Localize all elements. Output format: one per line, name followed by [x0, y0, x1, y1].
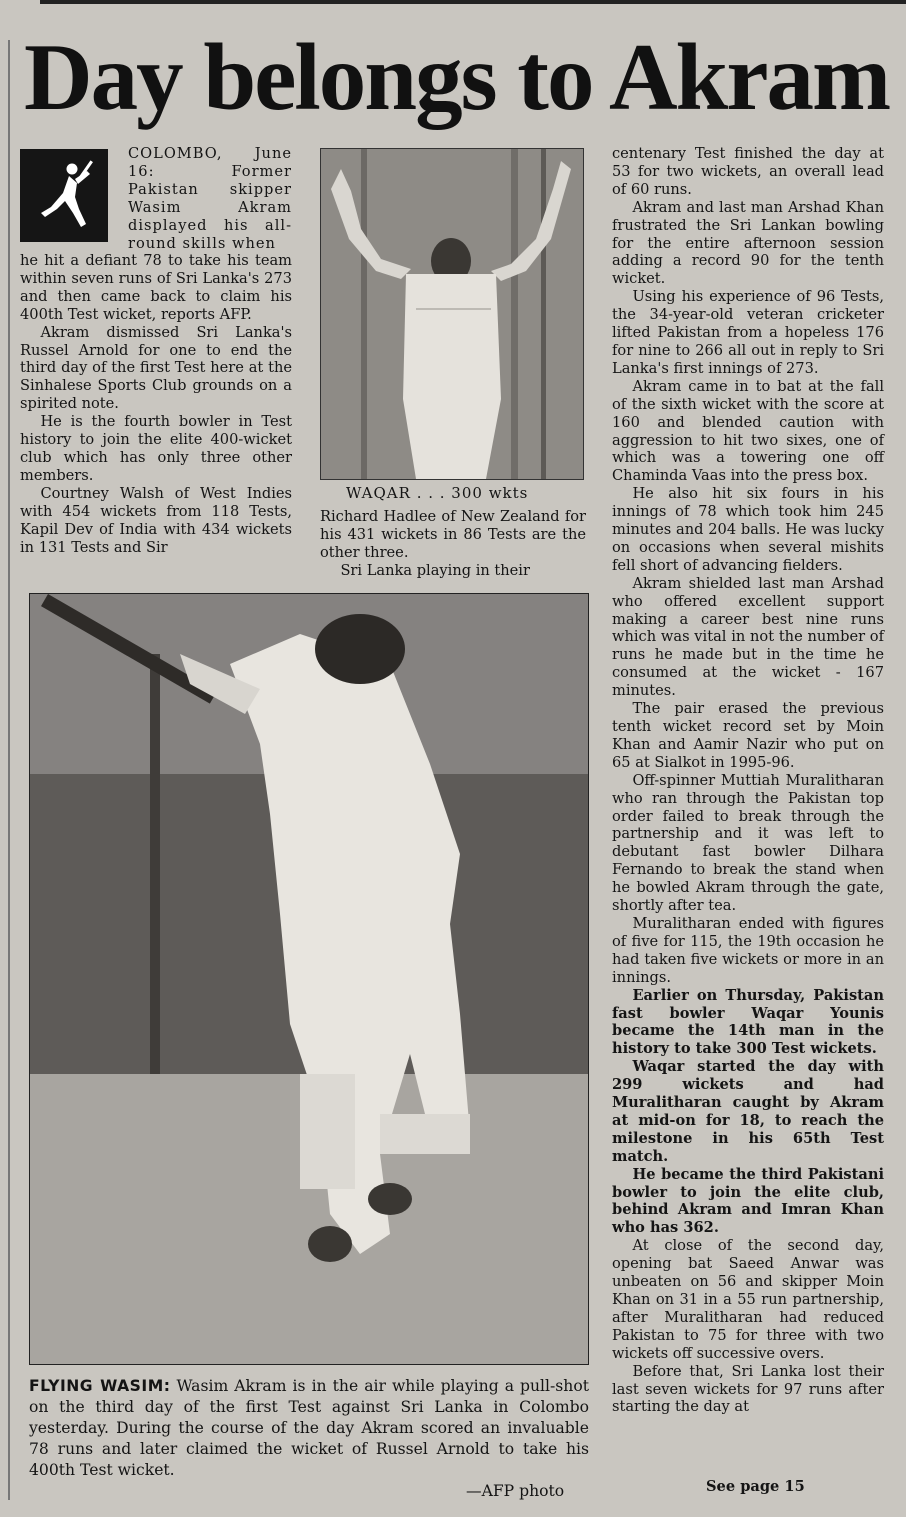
- paragraph: Waqar started the day with 299 wickets and had Muralitharan caught by Akram at mid-on for 18, to reach the milestone in his 65th Test match.: [612, 1058, 884, 1165]
- column-3: [612, 145, 884, 1416]
- photo-credit: —AFP photo: [466, 1482, 565, 1500]
- paragraph: Using his experience of 96 Tests, the 34-year-old veteran cricketer lifted Pakistan from a hopeless 176 for nine to 266 all out in reply to Sri Lanka's first innings of 273.: [612, 288, 884, 377]
- column-1-bottom: [20, 252, 292, 556]
- paragraph: he hit a defiant 78 to take his team within seven runs of Sri Lanka's 273 and then came back to claim his 400th Test wicket, reports AFP.: [20, 252, 292, 323]
- column-2: [320, 508, 586, 580]
- paragraph: Sri Lanka playing in their: [340, 561, 530, 579]
- paragraph: At close of the second day, opening bat Saeed Anwar was unbeaten on 56 and skipper Moin Khan on 31 in a 55 run partnership, after Muralitharan had reduced Pakistan to 75 for three with two wickets off successive overs.: [612, 1237, 884, 1362]
- headline: Day belongs to Akram: [24, 24, 890, 130]
- paragraph: Akram shielded last man Arshad who offered excellent support making a career best nine runs which was vital in not the number of runs he made but in the time he consumed at the wicket - 167 minutes.: [612, 574, 884, 700]
- paragraph: Akram and last man Arshad Khan frustrated the Sri Lankan bowling for the entire afternoon session adding a record 90 for the tenth wicket.: [612, 198, 884, 288]
- paragraph: Akram dismissed Sri Lanka's Russel Arnold for one to end the third day of the first Test here at the Sinhalese Sports Club grounds on a spirited note.: [20, 323, 292, 413]
- paragraph: Courtney Walsh of West Indies with 454 wickets from 118 Tests, Kapil Dev of India with 434 wickets in 131 Tests and Sir: [20, 484, 292, 556]
- paragraph: Akram came in to bat at the fall of the sixth wicket with the score at 160 and blended caution with aggression to hit two sixes, one of which was a towering one off Chaminda Vaas into the press box.: [612, 377, 884, 485]
- paragraph: The pair erased the previous tenth wicket record set by Moin Khan and Aamir Nazir who put on 65 at Sialkot in 1995-96.: [612, 700, 884, 771]
- photo-flying-wasim: [29, 593, 589, 1365]
- paragraph: centenary Test finished the day at 53 for two wickets, an overall lead of 60 runs.: [612, 145, 884, 198]
- photo-waqar-caption: WAQAR . . . 300 wkts: [346, 484, 529, 502]
- dateline-paragraph: COLOMBO, June 16: Former Pakistan skipper Wasim Akram displayed his all-round skills when: [128, 145, 292, 252]
- paragraph: Before that, Sri Lanka lost their last seven wickets for 97 runs after starting the day at: [612, 1362, 884, 1416]
- caption-lead: FLYING WASIM:: [29, 1377, 171, 1395]
- photo-flying-wasim-caption: [29, 1376, 589, 1481]
- paragraph: Richard Hadlee of New Zealand for his 431 wickets in 86 Tests are the other three.: [320, 508, 586, 561]
- left-rule: [8, 40, 10, 1500]
- paragraph: Muralitharan ended with figures of five for 115, the 19th occasion he had taken five wickets or more in an innings.: [612, 914, 884, 986]
- continuation-link[interactable]: See page 15: [706, 1478, 805, 1495]
- paragraph: He also hit six fours in his innings of 78 which took him 245 minutes and 204 balls. He was lucky on occasions when several mishits fell short of advancing fielders.: [612, 485, 884, 574]
- photo-waqar: [320, 148, 584, 480]
- paragraph: Off-spinner Muttiah Muralitharan who ran through the Pakistan top order failed to break through the partnership and it was left to debutant fast bowler Dilhara Fernando to break the stand when he bowled Akram through the gate, shortly after tea.: [612, 771, 884, 915]
- caption-body: Wasim Akram is in the air while playing a pull-shot on the third day of the first Test against Sri Lanka in Colombo yesterday. During the course of the day Akram scored an invaluable 78 runs and later claimed the wicket of Russel Arnold to take his 400th Test wicket.: [29, 1377, 589, 1479]
- paragraph: Earlier on Thursday, Pakistan fast bowler Waqar Younis became the 14th man in the history to take 300 Test wickets.: [612, 986, 884, 1058]
- paragraph: He became the third Pakistani bowler to join the elite club, behind Akram and Imran Khan who has 362.: [612, 1165, 884, 1237]
- cricket-player-icon: [20, 149, 108, 242]
- top-rule: [40, 0, 906, 4]
- paragraph: He is the fourth bowler in Test history to join the elite 400-wicket club which has only three other members.: [20, 413, 292, 484]
- column-1-top: [128, 145, 292, 252]
